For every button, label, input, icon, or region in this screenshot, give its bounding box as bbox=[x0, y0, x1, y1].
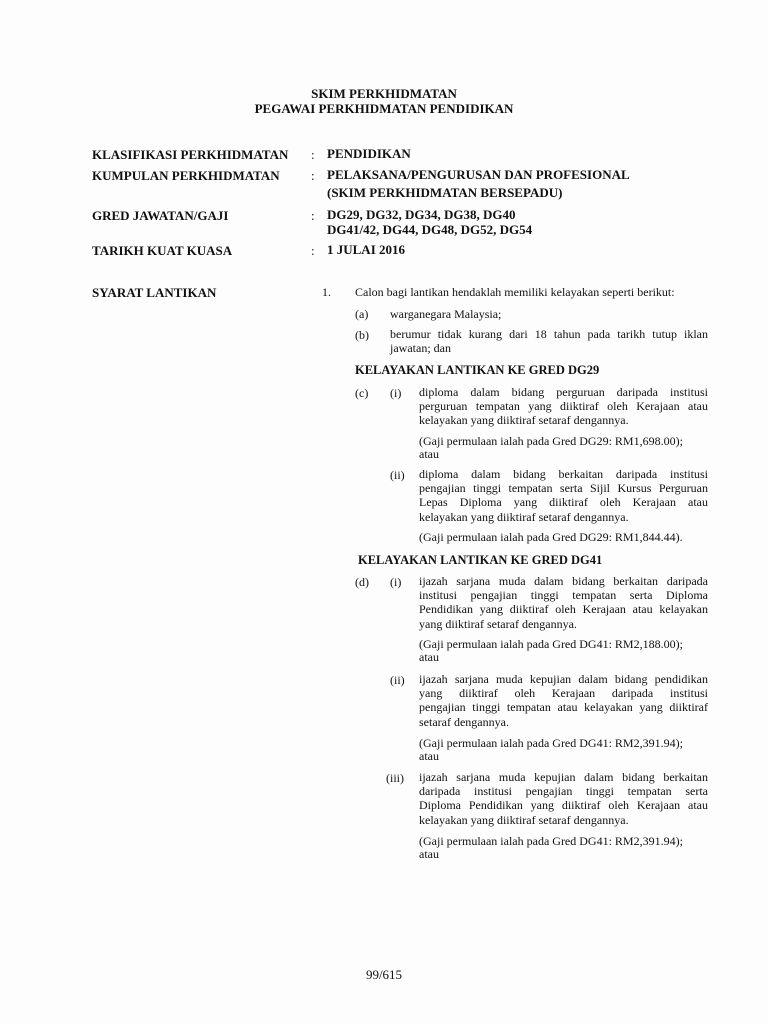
item-d-ii-text: ijazah sarjana muda kepujian dalam bidang pendidikan yang diiktiraf oleh Kerajaan daripada institusi pengajian tinggi tempatan atau kelayakan yang diiktiraf setaraf dengannya. bbox=[419, 672, 708, 729]
item-d-marker: (d) bbox=[355, 575, 369, 589]
kumpulan-value-line2: (SKIM PERKHIDMATAN BERSEPADU) bbox=[327, 185, 563, 200]
kumpulan-colon: : bbox=[311, 168, 315, 183]
syarat-intro: Calon bagi lantikan hendaklah memiliki kelayakan seperti berikut: bbox=[355, 285, 675, 299]
item-c-marker: (c) bbox=[355, 386, 369, 400]
item-d-iii-gaji: (Gaji permulaan ialah pada Gred DG41: RM2,391.94); atau bbox=[419, 834, 683, 861]
tarikh-colon: : bbox=[311, 243, 315, 258]
item-a-text: warganegara Malaysia; bbox=[390, 307, 502, 321]
item-d-i-marker: (i) bbox=[390, 575, 402, 589]
item-d-iii-text: ijazah sarjana muda kepujian dalam bidang berkaitan daripada institusi pengajian tinggi tempatan serta Diploma Pendidikan yang diiktiraf oleh Kerajaan atau kelayakan yang diiktiraf setaraf dengannya. bbox=[419, 770, 708, 827]
item-c-ii-marker: (ii) bbox=[390, 468, 405, 482]
tarikh-label: TARIKH KUAT KUASA bbox=[92, 243, 233, 258]
item-a-marker: (a) bbox=[355, 307, 369, 321]
item-d-ii-gaji: (Gaji permulaan ialah pada Gred DG41: RM2,391.94); atau bbox=[419, 736, 683, 763]
item-d-iii-marker: (iii) bbox=[386, 771, 404, 785]
heading-dg29: KELAYAKAN LANTIKAN KE GRED DG29 bbox=[355, 363, 600, 377]
kumpulan-label: KUMPULAN PERKHIDMATAN bbox=[92, 168, 280, 183]
gred-value-line1: DG29, DG32, DG34, DG38, DG40 bbox=[327, 207, 516, 222]
item-d-i-text: ijazah sarjana muda dalam bidang berkaitan daripada institusi pengajian tinggi tempatan serta Diploma Pendidikan yang diiktiraf oleh Kerajaan atau kelayakan yang diiktiraf setaraf dengannya. bbox=[419, 574, 708, 631]
item-c-i-gaji: (Gaji permulaan ialah pada Gred DG29: RM1,698.00); atau bbox=[419, 434, 683, 461]
klasifikasi-label: KLASIFIKASI PERKHIDMATAN bbox=[92, 147, 289, 162]
syarat-label: SYARAT LANTIKAN bbox=[92, 285, 217, 300]
item-d-i-gaji: (Gaji permulaan ialah pada Gred DG41: RM2,188.00); atau bbox=[419, 637, 683, 664]
syarat-number: 1. bbox=[322, 285, 331, 299]
klasifikasi-colon: : bbox=[311, 147, 315, 162]
item-c-ii-gaji: (Gaji permulaan ialah pada Gred DG29: RM1,844.44). bbox=[419, 530, 683, 544]
document-title: SKIM PERKHIDMATAN bbox=[311, 86, 457, 101]
item-c-i-text: diploma dalam bidang perguruan daripada institusi perguruan tempatan yang diiktiraf oleh Kerajaan atau kelayakan yang diiktiraf setaraf dengannya. bbox=[419, 385, 708, 428]
gred-value-line2: DG41/42, DG44, DG48, DG52, DG54 bbox=[327, 222, 533, 237]
page-number: 99/615 bbox=[365, 967, 403, 982]
item-c-i-marker: (i) bbox=[390, 386, 402, 400]
item-b-marker: (b) bbox=[355, 328, 369, 342]
tarikh-value: 1 JULAI 2016 bbox=[327, 242, 406, 257]
gred-colon: : bbox=[311, 208, 315, 223]
heading-dg41: KELAYAKAN LANTIKAN KE GRED DG41 bbox=[358, 553, 603, 567]
item-b-text: berumur tidak kurang dari 18 tahun pada tarikh tutup iklan jawatan; dan bbox=[390, 327, 708, 356]
gred-label: GRED JAWATAN/GAJI bbox=[92, 208, 229, 223]
kumpulan-value-line1: PELAKSANA/PENGURUSAN DAN PROFESIONAL bbox=[327, 167, 630, 182]
klasifikasi-value: PENDIDIKAN bbox=[327, 146, 411, 161]
item-d-ii-marker: (ii) bbox=[390, 673, 405, 687]
item-c-ii-text: diploma dalam bidang berkaitan daripada institusi pengajian tinggi tempatan serta Sijil Kursus Perguruan Lepas Diploma yang diiktiraf oleh Kerajaan atau kelayakan yang diiktiraf setaraf dengannya. bbox=[419, 467, 708, 524]
document-subtitle: PEGAWAI PERKHIDMATAN PENDIDIKAN bbox=[254, 101, 514, 116]
